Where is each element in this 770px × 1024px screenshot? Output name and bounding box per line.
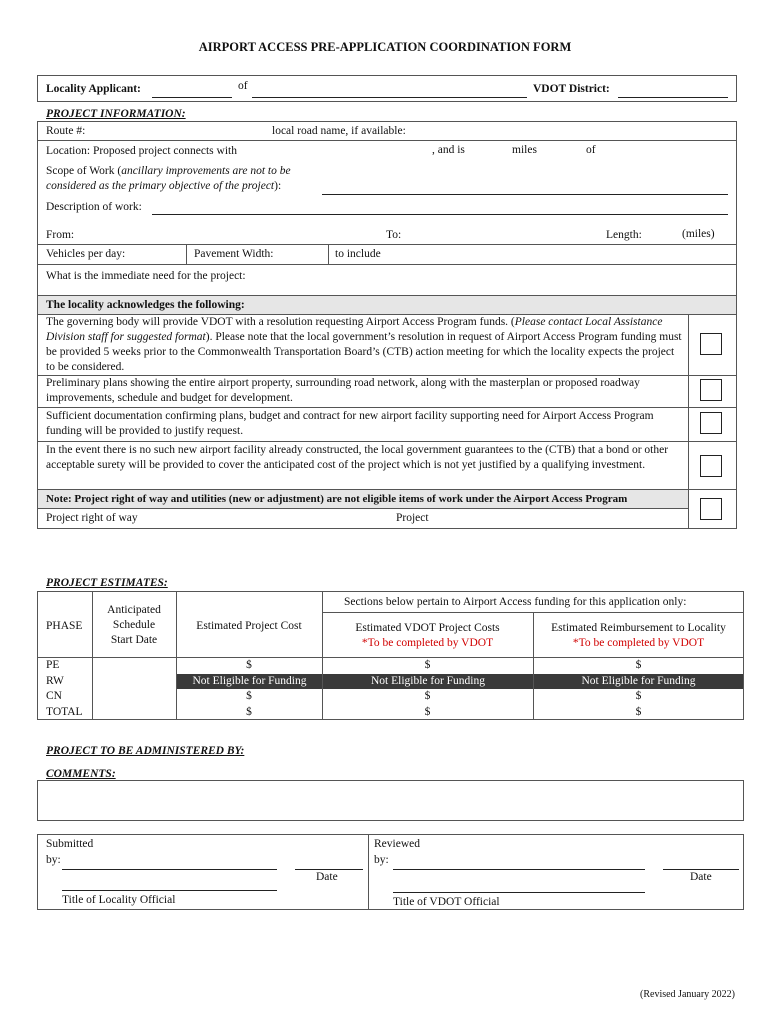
cn-cost[interactable]: $ bbox=[246, 690, 252, 702]
reviewed-by-field[interactable] bbox=[393, 869, 645, 870]
project-right-of-way-label: Project right of way bbox=[46, 512, 138, 524]
reviewed-date-field[interactable] bbox=[663, 869, 739, 870]
locality-title-field[interactable] bbox=[62, 890, 277, 891]
vdot-district-label: VDOT District: bbox=[533, 83, 610, 95]
length-label: Length: bbox=[606, 229, 642, 241]
col-estimated-cost: Estimated Project Cost bbox=[196, 620, 302, 632]
vdot-district-field[interactable] bbox=[618, 97, 728, 98]
rw-cost-not-eligible: Not Eligible for Funding bbox=[177, 674, 322, 689]
pavement-width-label: Pavement Width: bbox=[194, 248, 274, 260]
from-label: From: bbox=[46, 229, 75, 241]
comments-heading: COMMENTS: bbox=[46, 768, 116, 780]
col-schedule: Anticipated Schedule Start Date bbox=[107, 604, 161, 646]
submitted-by-field[interactable] bbox=[62, 869, 277, 870]
description-label: Description of work: bbox=[46, 201, 142, 213]
submitted-date-field[interactable] bbox=[295, 869, 363, 870]
reviewed-label: Reviewed bbox=[374, 838, 420, 850]
submitted-date-label: Date bbox=[316, 871, 338, 883]
of-label: of bbox=[238, 80, 248, 92]
checkbox-surety[interactable] bbox=[700, 455, 722, 477]
acknowledge-item-resolution: The governing body will provide VDOT with a resolution requesting Airport Access Program funds. (Please contact Local Assistance Division staff for suggested format). Please note that the local government’s resolution in request of Airport Access Program funding must be provided 5 weeks prior to the Commonwealth Transportation Board’s (CTB) action meeting for which the locality expects the project to be considered. bbox=[46, 316, 682, 373]
project-information-heading: PROJECT INFORMATION: bbox=[46, 108, 186, 120]
col-vdot-costs: Estimated VDOT Project Costs *To be completed by VDOT bbox=[355, 622, 500, 649]
rw-reimb-not-eligible: Not Eligible for Funding bbox=[534, 674, 743, 689]
comments-box[interactable] bbox=[37, 780, 744, 821]
phase-rw: RW bbox=[46, 675, 64, 687]
phase-total: TOTAL bbox=[46, 706, 83, 718]
reviewed-by-label: by: bbox=[374, 854, 389, 866]
immediate-need-label: What is the immediate need for the project: bbox=[46, 270, 246, 282]
pe-cost[interactable]: $ bbox=[246, 659, 252, 671]
vehicles-per-day-label: Vehicles per day: bbox=[46, 248, 126, 260]
submitted-label: Submitted bbox=[46, 838, 94, 850]
and-is-label: , and is bbox=[432, 144, 465, 156]
locality-applicant-field[interactable] bbox=[152, 97, 232, 98]
location-label: Location: Proposed project connects with bbox=[46, 145, 237, 157]
locality-applicant-label: Locality Applicant: bbox=[46, 83, 141, 95]
checkbox-documentation[interactable] bbox=[700, 412, 722, 434]
acknowledge-item-documentation: Sufficient documentation confirming plans, budget and contract for new airport facility supporting need for Airport Access Program funding will be provided to justify request. bbox=[46, 410, 654, 437]
cn-vdot[interactable]: $ bbox=[424, 690, 431, 702]
submitted-by-label: by: bbox=[46, 854, 61, 866]
pe-vdot[interactable]: $ bbox=[424, 659, 431, 671]
form-title: AIRPORT ACCESS PRE-APPLICATION COORDINATION FORM bbox=[198, 40, 572, 54]
sections-note: Sections below pertain to Airport Access funding for this application only: bbox=[344, 596, 687, 608]
local-road-label: local road name, if available: bbox=[272, 125, 406, 137]
project-estimates-heading: PROJECT ESTIMATES: bbox=[46, 577, 168, 589]
miles-unit-label: (miles) bbox=[682, 228, 715, 240]
cn-reimb[interactable]: $ bbox=[635, 690, 642, 702]
reviewed-date-label: Date bbox=[690, 871, 712, 883]
administered-by-heading: PROJECT TO BE ADMINISTERED BY: bbox=[46, 745, 245, 757]
right-of-way-note: Note: Project right of way and utilities (new or adjustment) are not eligible items of work under the Airport Access Program bbox=[46, 493, 628, 505]
total-reimb[interactable]: $ bbox=[635, 706, 642, 718]
col-reimbursement: Estimated Reimbursement to Locality *To be completed by VDOT bbox=[551, 622, 726, 649]
acknowledge-item-surety: In the event there is no such new airport facility already constructed, the local government guarantees to the (CTB) that a bond or other acceptable surety will be provided to cover the anticipated cost of the project which is not yet justified by a qualifying investment. bbox=[46, 444, 669, 471]
location-of-label: of bbox=[586, 144, 596, 156]
phase-pe: PE bbox=[46, 659, 60, 671]
pe-reimb[interactable]: $ bbox=[635, 659, 642, 671]
vdot-title-label: Title of VDOT Official bbox=[393, 896, 500, 908]
project-label: Project bbox=[396, 512, 429, 524]
checkbox-preliminary-plans[interactable] bbox=[700, 379, 722, 401]
checkbox-resolution[interactable] bbox=[700, 333, 722, 355]
col-phase: PHASE bbox=[46, 620, 83, 632]
route-label: Route #: bbox=[46, 125, 86, 137]
description-field[interactable] bbox=[152, 214, 728, 215]
scope-of-work-label: Scope of Work (ancillary improvements are not to be considered as the primary objective of the project): bbox=[46, 165, 291, 192]
to-label: To: bbox=[386, 229, 402, 241]
acknowledge-item-preliminary-plans: Preliminary plans showing the entire airport property, surrounding road network, along with the masterplan or proposed roadway improvements, schedule and budget for development. bbox=[46, 377, 640, 404]
vdot-title-field[interactable] bbox=[393, 892, 645, 893]
checkbox-right-of-way[interactable] bbox=[700, 498, 722, 520]
locality-title-label: Title of Locality Official bbox=[62, 894, 176, 906]
total-cost[interactable]: $ bbox=[246, 706, 252, 718]
phase-cn: CN bbox=[46, 690, 62, 702]
miles-label: miles bbox=[512, 144, 537, 156]
scope-of-work-field[interactable] bbox=[322, 194, 728, 195]
locality-of-field[interactable] bbox=[252, 97, 527, 98]
revised-date: (Revised January 2022) bbox=[640, 989, 735, 1000]
to-include-label: to include bbox=[335, 248, 381, 260]
acknowledge-heading: The locality acknowledges the following: bbox=[46, 299, 245, 311]
total-vdot[interactable]: $ bbox=[424, 706, 431, 718]
rw-vdot-not-eligible: Not Eligible for Funding bbox=[323, 674, 533, 689]
